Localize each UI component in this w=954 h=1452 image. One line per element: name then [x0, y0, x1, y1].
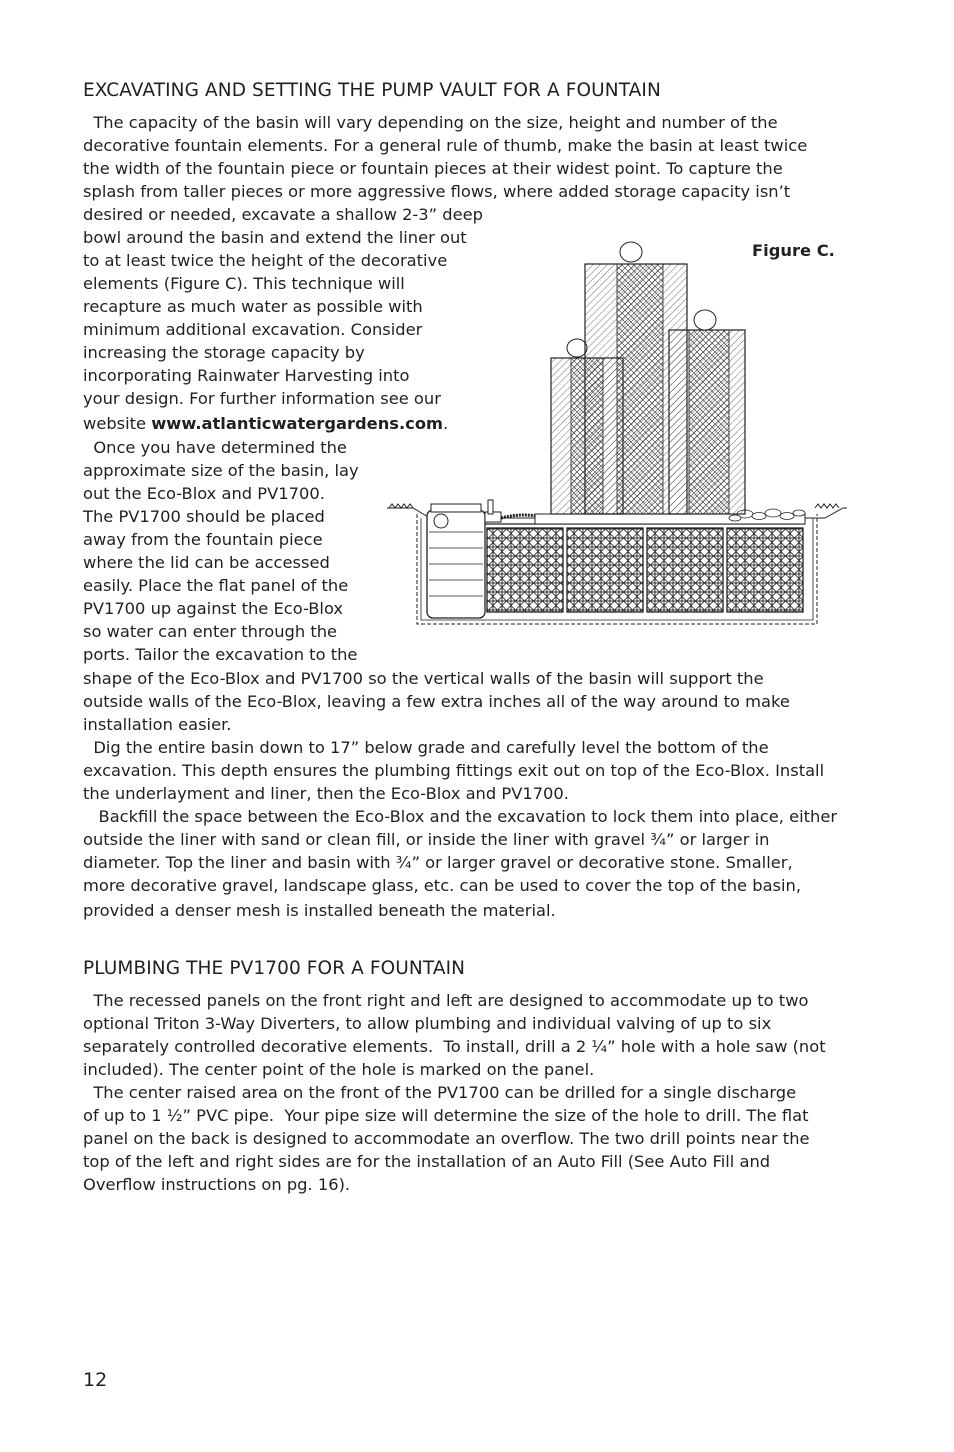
website-prefix: website: [83, 414, 152, 433]
text-line: minimum additional excavation. Consider: [83, 320, 423, 339]
text-line: the width of the fountain piece or fountain pieces at their widest point. To capture the: [83, 159, 783, 178]
text-line: Backfill the space between the Eco-Blox and the excavation to lock them into place, either: [83, 807, 838, 826]
text-line: Dig the entire basin down to 17” below grade and carefully level the bottom of the: [83, 738, 769, 757]
text-line: PV1700 up against the Eco-Blox: [83, 599, 344, 618]
text-line: top of the left and right sides are for the installation of an Auto Fill (See Auto Fill and: [83, 1152, 771, 1171]
text-line: Once you have determined the: [83, 438, 347, 457]
figure-label: Figure C.: [752, 241, 835, 260]
text-line: excavation. This depth ensures the plumbing fittings exit out on top of the Eco-Blox. Install: [83, 761, 825, 780]
text-line: to at least twice the height of the decorative: [83, 251, 448, 270]
text-line: desired or needed, excavate a shallow 2-3” deep: [83, 205, 483, 224]
text-line: of up to 1 ½” PVC pipe. Your pipe size will determine the size of the hole to drill. The flat: [83, 1106, 809, 1125]
text-line: so water can enter through the: [83, 622, 338, 641]
page-number: 12: [83, 1369, 108, 1391]
text-line: your design. For further information see our: [83, 389, 441, 408]
text-line: outside walls of the Eco-Blox, leaving a few extra inches all of the way around to make: [83, 692, 790, 711]
text-line: incorporating Rainwater Harvesting into: [83, 366, 410, 385]
fountain-column-right: [669, 310, 745, 514]
section-heading-excavating: EXCAVATING AND SETTING THE PUMP VAULT FOR A FOUNTAIN: [83, 80, 661, 101]
text-line: diameter. Top the liner and basin with ¾” or larger gravel or decorative stone. Smaller,: [83, 853, 793, 872]
section-heading-plumbing: PLUMBING THE PV1700 FOR A FOUNTAIN: [83, 958, 466, 979]
text-line: where the lid can be accessed: [83, 553, 330, 572]
text-line: recapture as much water as possible with: [83, 297, 423, 316]
text-line: separately controlled decorative elements. To install, drill a 2 ¼” hole with a hole saw (not: [83, 1037, 826, 1056]
text-line: panel on the back is designed to accommodate an overflow. The two drill points near the: [83, 1129, 810, 1148]
text-line: splash from taller pieces or more aggressive flows, where added storage capacity isn’t: [83, 182, 791, 201]
website-suffix: .: [442, 414, 449, 433]
text-line: away from the fountain piece: [83, 530, 323, 549]
text-line: optional Triton 3-Way Diverters, to allow plumbing and individual valving of up to six: [83, 1014, 772, 1033]
text-line: easily. Place the flat panel of the: [83, 576, 349, 595]
text-line: outside the liner with sand or clean fill, or inside the liner with gravel ¾” or larger in: [83, 830, 770, 849]
text-line: out the Eco-Blox and PV1700.: [83, 484, 325, 503]
eco-blox-modules: [485, 524, 805, 612]
text-line: more decorative gravel, landscape glass, etc. can be used to cover the top of the basin,: [83, 876, 802, 895]
text-line: increasing the storage capacity by: [83, 343, 365, 362]
text-line: elements (Figure C). This technique will: [83, 274, 405, 293]
text-line: bowl around the basin and extend the liner out: [83, 228, 467, 247]
text-line: Overflow instructions on pg. 16).: [83, 1175, 351, 1194]
text-line: shape of the Eco-Blox and PV1700 so the vertical walls of the basin will support the: [83, 669, 764, 688]
text-line: ports. Tailor the excavation to the: [83, 645, 358, 664]
text-line: The recessed panels on the front right and left are designed to accommodate up to two: [83, 991, 809, 1010]
text-line: installation easier.: [83, 715, 232, 734]
text-line: included). The center point of the hole is marked on the panel.: [83, 1060, 595, 1079]
text-line: The PV1700 should be placed: [83, 507, 325, 526]
text-line: The capacity of the basin will vary depending on the size, height and number of the: [83, 113, 778, 132]
text-line: decorative fountain elements. For a general rule of thumb, make the basin at least twice: [83, 136, 808, 155]
text-line: the underlayment and liner, then the Eco-Blox and PV1700.: [83, 784, 569, 803]
text-line: The center raised area on the front of the PV1700 can be drilled for a single discharge: [83, 1083, 797, 1102]
text-line: provided a denser mesh is installed beneath the material.: [83, 901, 556, 920]
fountain-basin-illustration: [385, 232, 850, 632]
text-line: approximate size of the basin, lay: [83, 461, 359, 480]
website-link[interactable]: www.atlanticwatergardens.com: [151, 414, 443, 433]
